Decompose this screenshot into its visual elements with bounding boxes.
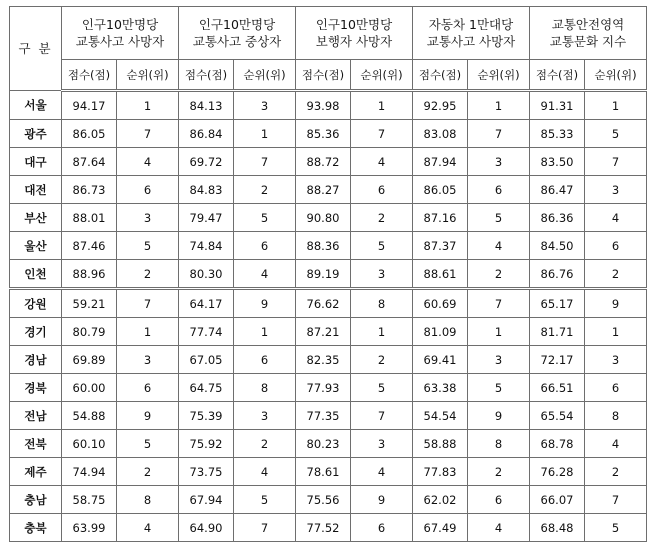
score-cell: 69.72 bbox=[179, 148, 234, 176]
rank-subheader: 순위(위) bbox=[585, 60, 647, 91]
score-cell: 87.21 bbox=[296, 318, 351, 346]
score-cell: 94.17 bbox=[62, 91, 117, 120]
rank-cell: 7 bbox=[234, 514, 296, 542]
rank-cell: 6 bbox=[468, 486, 530, 514]
score-cell: 58.75 bbox=[62, 486, 117, 514]
column-header-line2: 보행자 사망자 bbox=[315, 34, 393, 49]
rank-cell: 3 bbox=[585, 346, 647, 374]
score-cell: 88.61 bbox=[413, 260, 468, 289]
rank-cell: 1 bbox=[117, 318, 179, 346]
rank-cell: 4 bbox=[351, 458, 413, 486]
score-subheader: 점수(점) bbox=[179, 60, 234, 91]
score-cell: 69.89 bbox=[62, 346, 117, 374]
score-cell: 80.23 bbox=[296, 430, 351, 458]
score-cell: 84.50 bbox=[530, 232, 585, 260]
region-name: 전남 bbox=[10, 402, 62, 430]
region-name: 경남 bbox=[10, 346, 62, 374]
rank-cell: 5 bbox=[234, 486, 296, 514]
score-cell: 80.79 bbox=[62, 318, 117, 346]
rank-cell: 6 bbox=[351, 514, 413, 542]
rank-cell: 7 bbox=[351, 120, 413, 148]
region-name: 서울 bbox=[10, 91, 62, 120]
score-cell: 60.69 bbox=[413, 289, 468, 318]
rank-subheader: 순위(위) bbox=[468, 60, 530, 91]
rank-cell: 9 bbox=[117, 402, 179, 430]
region-name: 강원 bbox=[10, 289, 62, 318]
score-cell: 81.71 bbox=[530, 318, 585, 346]
rank-cell: 6 bbox=[585, 232, 647, 260]
column-header-line1: 교통안전영역 bbox=[551, 17, 625, 32]
score-cell: 76.28 bbox=[530, 458, 585, 486]
score-cell: 68.48 bbox=[530, 514, 585, 542]
score-cell: 75.39 bbox=[179, 402, 234, 430]
score-cell: 87.46 bbox=[62, 232, 117, 260]
rank-cell: 8 bbox=[234, 374, 296, 402]
region-name: 경북 bbox=[10, 374, 62, 402]
header-row-categories bbox=[10, 7, 647, 60]
score-cell: 63.99 bbox=[62, 514, 117, 542]
rank-cell: 4 bbox=[351, 148, 413, 176]
rank-cell: 2 bbox=[585, 260, 647, 289]
rank-cell: 5 bbox=[351, 374, 413, 402]
rank-cell: 7 bbox=[585, 486, 647, 514]
rank-cell: 1 bbox=[234, 120, 296, 148]
score-cell: 93.98 bbox=[296, 91, 351, 120]
score-cell: 90.80 bbox=[296, 204, 351, 232]
rank-cell: 1 bbox=[585, 318, 647, 346]
table-row bbox=[10, 486, 647, 514]
table-body bbox=[10, 91, 647, 542]
corner-header: 구 분 bbox=[10, 7, 62, 91]
rank-cell: 3 bbox=[468, 346, 530, 374]
score-cell: 64.17 bbox=[179, 289, 234, 318]
rank-cell: 2 bbox=[234, 430, 296, 458]
score-cell: 58.88 bbox=[413, 430, 468, 458]
region-name: 경기 bbox=[10, 318, 62, 346]
column-header-line2: 교통사고 중상자 bbox=[192, 34, 282, 49]
rank-cell: 5 bbox=[117, 430, 179, 458]
score-cell: 59.21 bbox=[62, 289, 117, 318]
table-row bbox=[10, 204, 647, 232]
region-name: 제주 bbox=[10, 458, 62, 486]
region-name: 울산 bbox=[10, 232, 62, 260]
score-cell: 77.35 bbox=[296, 402, 351, 430]
score-cell: 69.41 bbox=[413, 346, 468, 374]
score-cell: 87.37 bbox=[413, 232, 468, 260]
score-cell: 77.93 bbox=[296, 374, 351, 402]
score-cell: 82.35 bbox=[296, 346, 351, 374]
table-row bbox=[10, 346, 647, 374]
score-cell: 65.17 bbox=[530, 289, 585, 318]
column-header-line2: 교통문화 지수 bbox=[549, 34, 627, 49]
score-cell: 62.02 bbox=[413, 486, 468, 514]
rank-cell: 2 bbox=[234, 176, 296, 204]
rank-cell: 6 bbox=[234, 232, 296, 260]
column-header-2 bbox=[179, 7, 296, 60]
rank-cell: 6 bbox=[585, 374, 647, 402]
rank-cell: 5 bbox=[585, 120, 647, 148]
region-name: 인천 bbox=[10, 260, 62, 289]
score-cell: 79.47 bbox=[179, 204, 234, 232]
score-cell: 86.05 bbox=[62, 120, 117, 148]
rank-subheader: 순위(위) bbox=[351, 60, 413, 91]
score-cell: 68.78 bbox=[530, 430, 585, 458]
score-cell: 76.62 bbox=[296, 289, 351, 318]
rank-cell: 2 bbox=[468, 260, 530, 289]
rank-cell: 1 bbox=[234, 318, 296, 346]
table-row bbox=[10, 148, 647, 176]
rank-cell: 9 bbox=[351, 486, 413, 514]
score-cell: 74.94 bbox=[62, 458, 117, 486]
score-cell: 91.31 bbox=[530, 91, 585, 120]
rank-cell: 7 bbox=[468, 120, 530, 148]
rank-cell: 1 bbox=[468, 91, 530, 120]
region-name: 충남 bbox=[10, 486, 62, 514]
rank-subheader: 순위(위) bbox=[117, 60, 179, 91]
score-cell: 80.30 bbox=[179, 260, 234, 289]
table-row bbox=[10, 318, 647, 346]
column-header-line2: 교통사고 사망자 bbox=[75, 34, 165, 49]
rank-cell: 3 bbox=[234, 91, 296, 120]
score-cell: 60.00 bbox=[62, 374, 117, 402]
rank-cell: 4 bbox=[468, 232, 530, 260]
table-row bbox=[10, 289, 647, 318]
rank-cell: 7 bbox=[117, 120, 179, 148]
rank-cell: 4 bbox=[585, 204, 647, 232]
table-row bbox=[10, 402, 647, 430]
region-name: 전북 bbox=[10, 430, 62, 458]
score-subheader: 점수(점) bbox=[530, 60, 585, 91]
rank-cell: 9 bbox=[585, 289, 647, 318]
score-cell: 66.51 bbox=[530, 374, 585, 402]
table-row bbox=[10, 260, 647, 289]
rank-cell: 5 bbox=[234, 204, 296, 232]
rank-cell: 9 bbox=[468, 402, 530, 430]
rank-cell: 5 bbox=[351, 232, 413, 260]
score-cell: 88.96 bbox=[62, 260, 117, 289]
rank-cell: 2 bbox=[117, 458, 179, 486]
table-row bbox=[10, 374, 647, 402]
score-cell: 86.36 bbox=[530, 204, 585, 232]
rank-cell: 3 bbox=[117, 346, 179, 374]
column-header-line2: 교통사고 사망자 bbox=[426, 34, 516, 49]
rank-cell: 1 bbox=[351, 318, 413, 346]
score-cell: 85.33 bbox=[530, 120, 585, 148]
score-cell: 65.54 bbox=[530, 402, 585, 430]
score-cell: 74.84 bbox=[179, 232, 234, 260]
table-row bbox=[10, 458, 647, 486]
score-cell: 86.84 bbox=[179, 120, 234, 148]
score-cell: 75.56 bbox=[296, 486, 351, 514]
rank-cell: 8 bbox=[585, 402, 647, 430]
score-cell: 54.88 bbox=[62, 402, 117, 430]
rank-cell: 7 bbox=[468, 289, 530, 318]
score-cell: 60.10 bbox=[62, 430, 117, 458]
score-cell: 67.94 bbox=[179, 486, 234, 514]
score-cell: 87.94 bbox=[413, 148, 468, 176]
region-name: 대전 bbox=[10, 176, 62, 204]
score-cell: 88.01 bbox=[62, 204, 117, 232]
traffic-culture-index-table bbox=[9, 6, 647, 542]
rank-cell: 2 bbox=[351, 346, 413, 374]
rank-cell: 2 bbox=[351, 204, 413, 232]
score-cell: 85.36 bbox=[296, 120, 351, 148]
score-cell: 54.54 bbox=[413, 402, 468, 430]
score-cell: 86.73 bbox=[62, 176, 117, 204]
rank-cell: 7 bbox=[351, 402, 413, 430]
score-cell: 78.61 bbox=[296, 458, 351, 486]
rank-cell: 1 bbox=[585, 91, 647, 120]
rank-cell: 3 bbox=[468, 148, 530, 176]
rank-cell: 4 bbox=[117, 514, 179, 542]
score-cell: 72.17 bbox=[530, 346, 585, 374]
rank-cell: 4 bbox=[117, 148, 179, 176]
score-cell: 75.92 bbox=[179, 430, 234, 458]
column-header-3 bbox=[296, 7, 413, 60]
score-cell: 77.74 bbox=[179, 318, 234, 346]
table-row bbox=[10, 91, 647, 120]
score-cell: 88.72 bbox=[296, 148, 351, 176]
rank-cell: 7 bbox=[117, 289, 179, 318]
rank-cell: 6 bbox=[468, 176, 530, 204]
score-cell: 86.47 bbox=[530, 176, 585, 204]
score-cell: 64.90 bbox=[179, 514, 234, 542]
column-header-line1: 인구10만명당 bbox=[315, 17, 393, 32]
rank-cell: 5 bbox=[585, 514, 647, 542]
score-cell: 86.05 bbox=[413, 176, 468, 204]
region-name: 충북 bbox=[10, 514, 62, 542]
rank-cell: 4 bbox=[468, 514, 530, 542]
rank-cell: 4 bbox=[234, 260, 296, 289]
score-cell: 63.38 bbox=[413, 374, 468, 402]
rank-cell: 2 bbox=[468, 458, 530, 486]
rank-cell: 1 bbox=[117, 91, 179, 120]
rank-cell: 5 bbox=[468, 204, 530, 232]
score-cell: 87.64 bbox=[62, 148, 117, 176]
column-header-line1: 자동차 1만대당 bbox=[428, 17, 514, 32]
rank-cell: 3 bbox=[351, 260, 413, 289]
column-header-line1: 인구10만명당 bbox=[198, 17, 276, 32]
score-cell: 81.09 bbox=[413, 318, 468, 346]
score-cell: 83.08 bbox=[413, 120, 468, 148]
column-header-5 bbox=[530, 7, 647, 60]
score-cell: 77.52 bbox=[296, 514, 351, 542]
table-row bbox=[10, 120, 647, 148]
score-cell: 92.95 bbox=[413, 91, 468, 120]
rank-cell: 6 bbox=[351, 176, 413, 204]
rank-subheader: 순위(위) bbox=[234, 60, 296, 91]
rank-cell: 6 bbox=[117, 374, 179, 402]
rank-cell: 5 bbox=[468, 374, 530, 402]
rank-cell: 8 bbox=[117, 486, 179, 514]
column-header-1 bbox=[62, 7, 179, 60]
rank-cell: 4 bbox=[234, 458, 296, 486]
score-cell: 88.36 bbox=[296, 232, 351, 260]
rank-cell: 1 bbox=[351, 91, 413, 120]
rank-cell: 3 bbox=[585, 176, 647, 204]
column-header-line1: 인구10만명당 bbox=[81, 17, 159, 32]
rank-cell: 7 bbox=[585, 148, 647, 176]
score-cell: 84.83 bbox=[179, 176, 234, 204]
rank-cell: 3 bbox=[351, 430, 413, 458]
score-subheader: 점수(점) bbox=[413, 60, 468, 91]
score-cell: 77.83 bbox=[413, 458, 468, 486]
score-subheader: 점수(점) bbox=[296, 60, 351, 91]
rank-cell: 7 bbox=[234, 148, 296, 176]
table-row bbox=[10, 176, 647, 204]
header-row-subcolumns bbox=[10, 60, 647, 91]
region-name: 광주 bbox=[10, 120, 62, 148]
rank-cell: 6 bbox=[117, 176, 179, 204]
rank-cell: 3 bbox=[117, 204, 179, 232]
score-cell: 88.27 bbox=[296, 176, 351, 204]
score-cell: 67.49 bbox=[413, 514, 468, 542]
score-subheader: 점수(점) bbox=[62, 60, 117, 91]
table-row bbox=[10, 514, 647, 542]
score-cell: 66.07 bbox=[530, 486, 585, 514]
rank-cell: 8 bbox=[468, 430, 530, 458]
region-name: 대구 bbox=[10, 148, 62, 176]
score-cell: 64.75 bbox=[179, 374, 234, 402]
score-cell: 73.75 bbox=[179, 458, 234, 486]
score-cell: 87.16 bbox=[413, 204, 468, 232]
score-cell: 89.19 bbox=[296, 260, 351, 289]
rank-cell: 2 bbox=[117, 260, 179, 289]
rank-cell: 9 bbox=[234, 289, 296, 318]
score-cell: 83.50 bbox=[530, 148, 585, 176]
rank-cell: 1 bbox=[468, 318, 530, 346]
rank-cell: 2 bbox=[585, 458, 647, 486]
table-row bbox=[10, 232, 647, 260]
score-cell: 84.13 bbox=[179, 91, 234, 120]
score-cell: 67.05 bbox=[179, 346, 234, 374]
table-row bbox=[10, 430, 647, 458]
rank-cell: 4 bbox=[585, 430, 647, 458]
rank-cell: 3 bbox=[234, 402, 296, 430]
rank-cell: 6 bbox=[234, 346, 296, 374]
rank-cell: 5 bbox=[117, 232, 179, 260]
column-header-4 bbox=[413, 7, 530, 60]
region-name: 부산 bbox=[10, 204, 62, 232]
score-cell: 86.76 bbox=[530, 260, 585, 289]
rank-cell: 8 bbox=[351, 289, 413, 318]
